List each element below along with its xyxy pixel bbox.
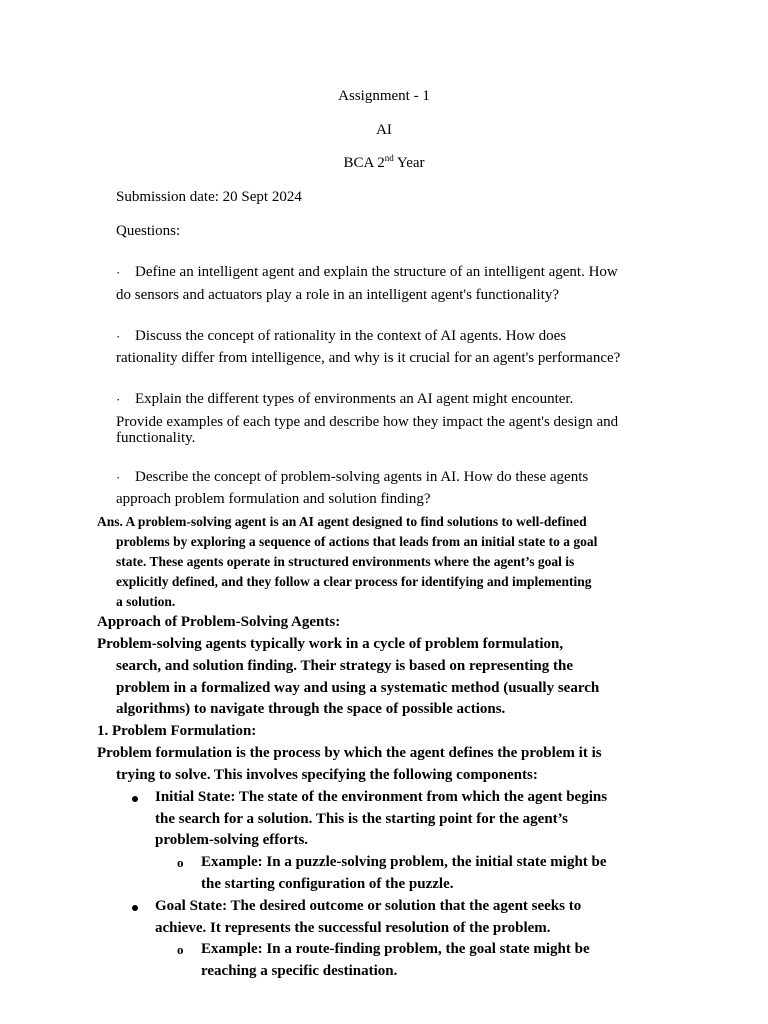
class-prefix: BCA 2 [343,155,385,171]
approach-line: Problem-solving agents typically work in a cycle of problem formulation, [97,636,564,652]
answer-line: a solution. [116,594,176,609]
question-line: approach problem formulation and solution finding? [116,491,431,507]
question-line: Explain the different types of environments an AI agent might encounter. [135,391,574,407]
class-title [0,155,768,172]
approach-line: problem in a formalized way and using a systematic method (usually search [116,680,600,696]
component-line: the search for a solution. This is the starting point for the agent’s [155,811,568,827]
bullet-circle-icon: o [177,855,184,870]
document-title: Assignment - 1 [338,88,430,104]
example-line: Example: In a route-finding problem, the goal state might be [201,941,590,957]
example-line: reaching a specific destination. [201,963,398,979]
answer-text: A problem-solving agent is an AI agent designed to find solutions to well-defined [125,514,587,529]
component-line: Goal State: The desired outcome or solution that the agent seeks to [155,898,582,914]
question-line: do sensors and actuators play a role in an intelligent agent's functionality? [116,287,559,303]
answer-line: explicitly defined, and they follow a clear process for identifying and implementing [116,574,592,589]
component-line: achieve. It represents the successful resolution of the problem. [155,920,551,936]
formulation-line: trying to solve. This involves specifying the following components: [116,767,538,783]
question-line: Provide examples of each type and describe how they impact the agent's design and [116,414,619,430]
bullet-disc-icon [132,905,138,911]
answer-prefix: Ans. [97,514,126,529]
component-line: problem-solving efforts. [155,832,309,848]
question-line: rationality differ from intelligence, and why is it crucial for an agent's performance? [116,350,621,366]
approach-line: search, and solution finding. Their strategy is based on representing the [116,658,574,674]
answer-line [97,514,587,530]
submission-date: Submission date: 20 Sept 2024 [116,189,302,205]
component-line: Initial State: The state of the environment from which the agent begins [155,789,608,805]
answer-line: state. These agents operate in structured environments where the agent’s goal is [116,554,575,569]
bullet-circle-icon: o [177,942,184,957]
answer-line: problems by exploring a sequence of actions that leads from an initial state to a goal [116,534,598,549]
question-line: functionality. [116,430,196,446]
question-line: Discuss the concept of rationality in the context of AI agents. How does [135,328,567,344]
approach-line: algorithms) to navigate through the space of possible actions. [116,701,506,717]
example-line: the starting configuration of the puzzle. [201,876,454,892]
approach-heading: Approach of Problem-Solving Agents: [97,614,341,630]
bullet-dot: · [116,265,121,280]
bullet-dot: · [116,470,121,485]
class-suffix: Year [393,155,425,171]
questions-label: Questions: [116,223,181,239]
bullet-dot: · [116,392,121,407]
question-line: Describe the concept of problem-solving agents in AI. How do these agents [135,469,589,485]
bullet-dot: · [116,329,121,344]
class-superscript: nd [384,153,394,163]
formulation-line: Problem formulation is the process by which the agent defines the problem it is [97,745,602,761]
example-line: Example: In a puzzle-solving problem, the initial state might be [201,854,607,870]
formulation-heading: 1. Problem Formulation: [97,723,257,739]
subject-title: AI [376,122,392,138]
bullet-disc-icon [132,796,138,802]
question-line: Define an intelligent agent and explain the structure of an intelligent agent. How [135,264,618,280]
